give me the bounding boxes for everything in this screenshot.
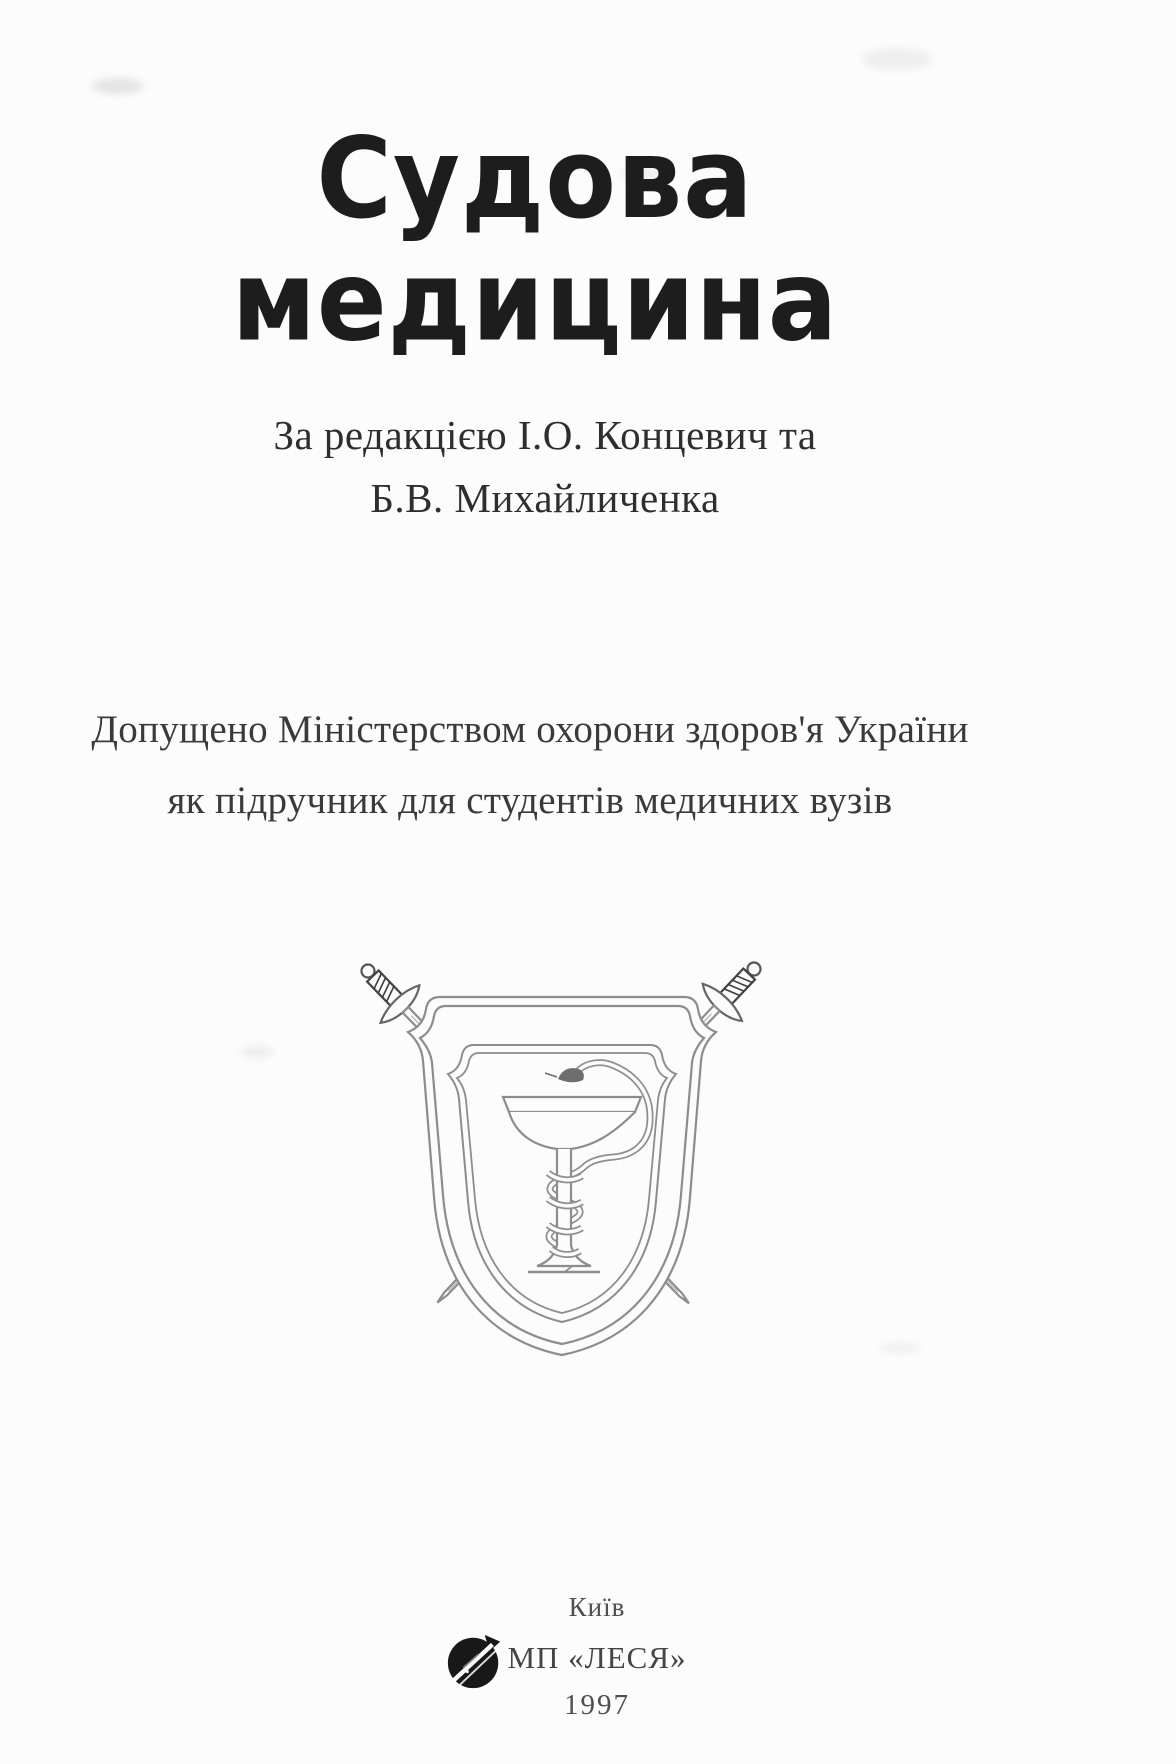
scan-smudge: [880, 1342, 920, 1354]
editors-line-1: За редакцією І.О. Концевич та: [273, 412, 817, 458]
imprint-city: Київ: [568, 1592, 626, 1622]
approval-line-1: Допущено Міністерством охорони здоров'я України: [91, 708, 969, 751]
shield-crossed-swords-snake-bowl-emblem: [352, 945, 776, 1383]
imprint-year: 1997: [564, 1689, 630, 1721]
approval-line-2: як підручник для студентів медичних вузів: [167, 779, 893, 822]
scan-smudge: [240, 1046, 274, 1058]
imprint-block: [0, 1592, 1176, 1722]
publisher-logo-icon: [444, 1628, 506, 1694]
editors-line-2: Б.В. Михайличенка: [370, 475, 720, 521]
approval-block: [0, 694, 1060, 836]
editors-block: [0, 404, 1090, 530]
scan-smudge: [92, 78, 144, 94]
scan-smudge: [862, 48, 932, 70]
book-title: Судова медицина: [231, 114, 839, 367]
emblem-drawing: [352, 945, 776, 1383]
publisher-name: МП «ЛЕСЯ»: [507, 1640, 687, 1675]
